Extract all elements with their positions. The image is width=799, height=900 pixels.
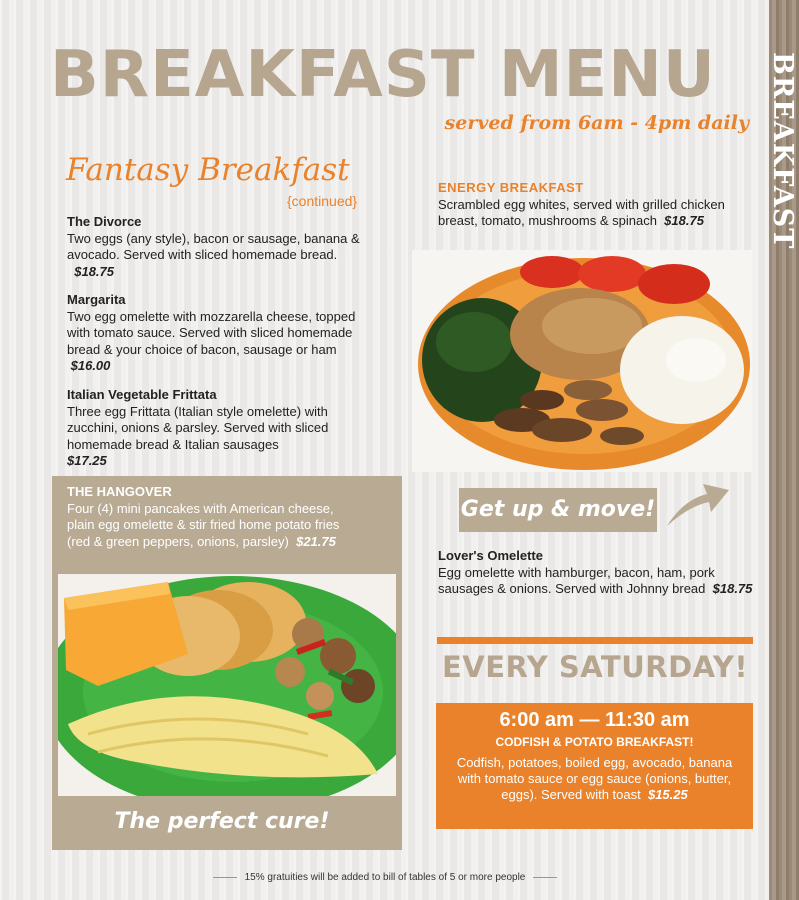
item-name: The Divorce	[67, 214, 142, 229]
footer-rule-right	[533, 877, 557, 878]
item-name: ENERGY BREAKFAST	[438, 180, 584, 195]
saturday-price: $15.25	[647, 787, 688, 802]
item-desc: Three egg Frittata (Italian style omelette) with zucchini, onions & parsley. Served with sliced homemade bread & Italian sausages	[67, 403, 329, 452]
page-title: BREAKFAST MENU	[50, 38, 716, 112]
item-desc: Two eggs (any style), bacon or sausage, banana & avocado. Served with sliced homemade bread.	[67, 230, 360, 262]
hangover-plate-photo	[58, 574, 396, 796]
menu-item-frittata	[67, 387, 379, 470]
side-word: BREAKFAST	[767, 52, 798, 250]
saturday-heading: CODFISH & POTATO BREAKFAST!	[495, 735, 694, 749]
menu-item-lovers	[438, 548, 753, 598]
menu-item-margarita	[67, 292, 379, 375]
item-price: $18.75	[712, 581, 753, 596]
arrow-icon	[663, 470, 733, 530]
side-strip	[769, 0, 799, 900]
item-name: Lover's Omelette	[438, 548, 543, 563]
item-price: $18.75	[664, 213, 704, 228]
saturday-divider	[437, 637, 753, 644]
menu-item-divorce	[67, 214, 379, 280]
item-name: Italian Vegetable Frittata	[67, 387, 217, 402]
item-desc: Four (4) mini pancakes with American cheese, plain egg omelette & stir fried home potato fries (red & green peppers, onions, parsley)	[67, 500, 340, 549]
saturday-desc	[450, 755, 739, 803]
footer-rule-left	[213, 877, 237, 878]
item-price: $18.75	[74, 263, 114, 279]
saturday-time: 6:00 am — 11:30 am	[499, 709, 690, 731]
item-price: $16.00	[70, 358, 111, 373]
item-desc: Scrambled egg whites, served with grilled chicken breast, tomato, mushrooms & spinach	[438, 196, 725, 228]
menu-item-hangover	[67, 484, 357, 550]
footer-text: 15% gratuities will be added to bill of tables of 5 or more people	[244, 872, 526, 883]
item-desc: Egg omelette with hamburger, bacon, ham, pork sausages & onions. Served with Johnny bread	[438, 564, 715, 596]
item-desc: Two egg omelette with mozzarella cheese, topped with tomato sauce. Served with sliced homemade bread & your choice of bacon, sausage or ham	[67, 308, 356, 357]
item-name: Margarita	[67, 292, 126, 307]
saturday-desc-text: Codfish, potatoes, boiled egg, avocado, banana with tomato sauce or egg sauce (onions, butter, eggs). Served with toast	[456, 755, 733, 802]
section-title: Fantasy Breakfast	[66, 152, 350, 188]
hangover-box	[52, 476, 402, 850]
hangover-callout: The perfect cure!	[114, 809, 330, 834]
page-subtitle: served from 6am - 4pm daily	[444, 112, 749, 134]
item-name: THE HANGOVER	[67, 484, 172, 499]
section-continued: {continued}	[287, 193, 358, 209]
item-price: $21.75	[296, 533, 336, 549]
saturday-box	[436, 703, 753, 829]
item-price: $17.25	[67, 453, 107, 468]
menu-item-energy	[438, 180, 753, 230]
energy-callout: Get up & move!	[459, 488, 657, 532]
footer-note	[0, 872, 770, 883]
energy-plate-photo	[412, 250, 752, 472]
saturday-title: EVERY SATURDAY!	[441, 650, 749, 684]
